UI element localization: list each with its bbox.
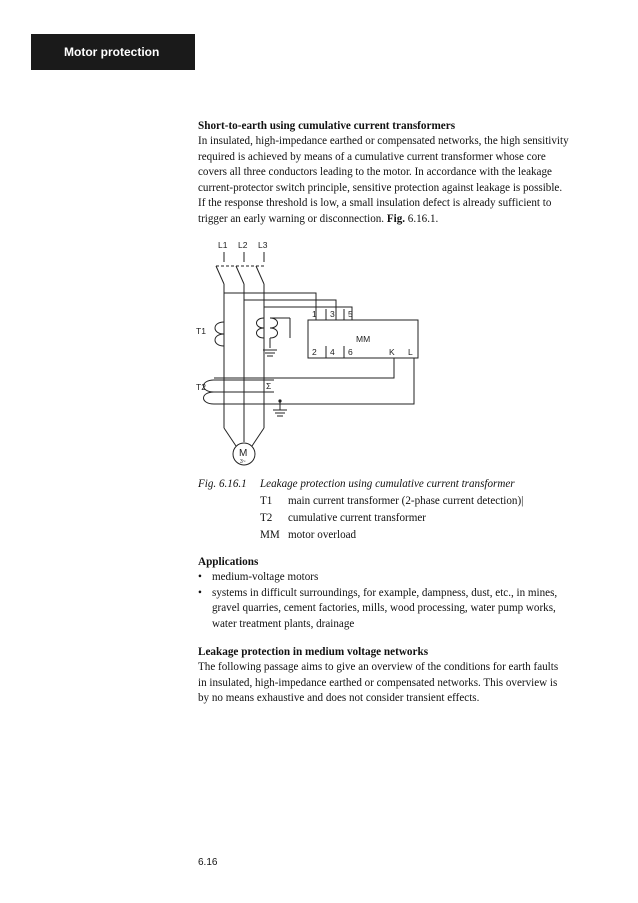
legend-abbr: T2 <box>260 512 273 524</box>
applications-heading: Applications <box>198 556 259 568</box>
figure-title: Leakage protection using cumulative current transformer <box>260 478 515 490</box>
t2-label: T2 <box>196 382 206 392</box>
section-applications <box>198 556 578 632</box>
legend-text: cumulative current transformer <box>288 512 426 524</box>
terminal-1: 1 <box>312 309 317 319</box>
section-leakage <box>198 646 578 707</box>
sigma-label: Σ <box>266 381 272 391</box>
terminal-3: 3 <box>330 309 335 319</box>
legend-text: main current transformer (2-phase current detection)| <box>288 495 524 507</box>
mm-label: MM <box>356 334 371 344</box>
motor-sub: 3~ <box>240 459 246 465</box>
figure-caption <box>198 476 523 544</box>
section-heading: Short-to-earth using cumulative current transformers <box>198 120 456 132</box>
paragraph-line: by no means exhaustive and does not consider transient effects. <box>198 692 480 705</box>
terminal-4: 4 <box>330 347 335 357</box>
legend-abbr: T1 <box>260 495 273 507</box>
leakage-heading: Leakage protection in medium voltage networks <box>198 646 429 658</box>
terminal-l: L <box>408 347 413 357</box>
figure-reference: Fig. <box>386 212 406 225</box>
figure-number: Fig. 6.16.1 <box>198 478 247 490</box>
paragraph-line: The following passage aims to give an overview of the conditions for earth faults <box>198 661 559 673</box>
paragraph-line: In insulated, high-impedance earthed or compensated networks, the high sensitivity <box>198 135 569 147</box>
paragraph-line: in insulated, high-impedance earthed or compensated networks. This overview is <box>198 676 558 689</box>
page-number: 6.16 <box>198 857 218 868</box>
phase-label-l1: L1 <box>218 240 228 250</box>
paragraph-line: If the response threshold is low, a small insulation defect is already sufficient to <box>198 197 552 210</box>
terminal-2: 2 <box>312 347 317 357</box>
t1-label: T1 <box>196 326 206 336</box>
paragraph-line: covers all three conductors leading to the motor. In accordance with the leakage <box>198 166 552 179</box>
section-tab: Motor protection <box>31 34 195 70</box>
terminal-5: 5 <box>348 309 353 319</box>
paragraph-line-last: trigger an early warning or disconnection. Fig. 6.16.1. <box>198 212 439 225</box>
phase-label-l2: L2 <box>238 240 248 250</box>
legend-text: motor overload <box>288 529 357 541</box>
legend-abbr: MM <box>260 529 280 541</box>
terminal-6: 6 <box>348 347 353 357</box>
terminal-k: K <box>389 347 395 357</box>
list-item: • systems in difficult surroundings, for example, dampness, dust, etc., in mines, gravel quarries, cement factories, mills, wood processing, water pump works, water treatment plants, drainage <box>198 586 558 630</box>
list-item: • medium-voltage motors <box>198 571 319 583</box>
paragraph-line: current-protector switch principle, sensitive protection against leakage is possible. <box>198 181 563 194</box>
phase-label-l3: L3 <box>258 240 268 250</box>
motor-label: M <box>239 448 248 459</box>
paragraph-line: required is achieved by means of a cumulative current transformer whose core <box>198 150 546 163</box>
